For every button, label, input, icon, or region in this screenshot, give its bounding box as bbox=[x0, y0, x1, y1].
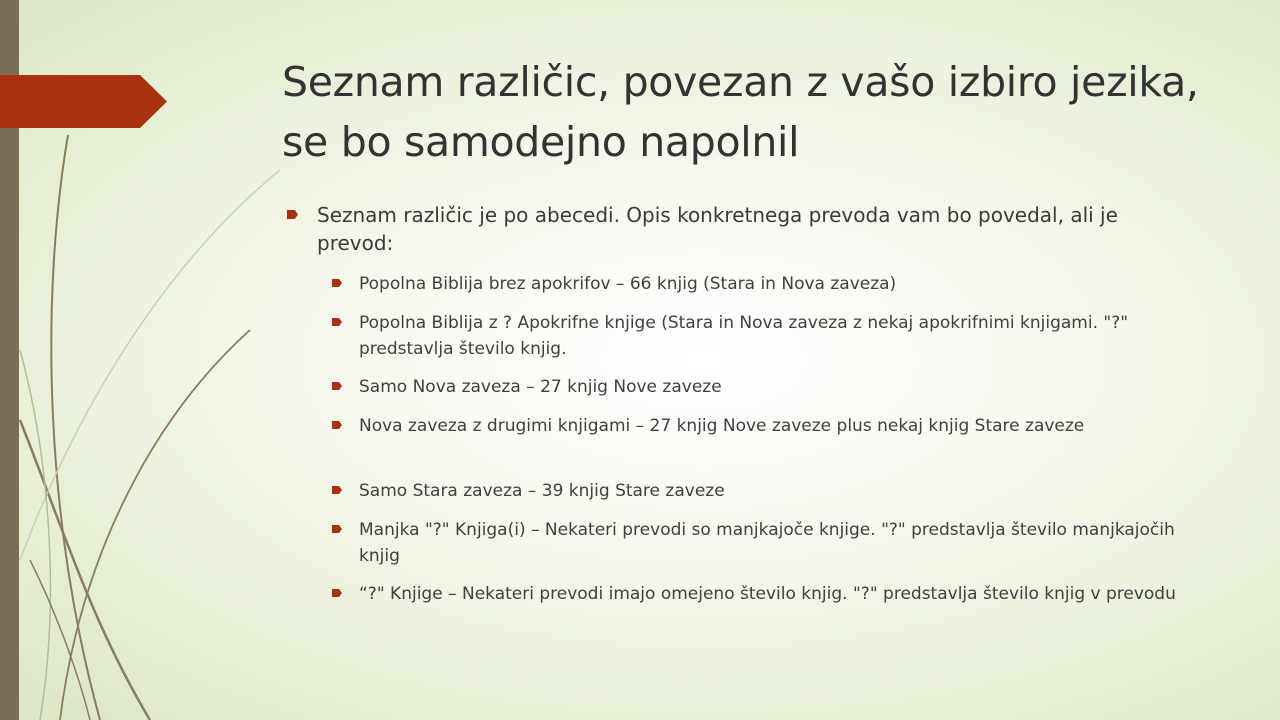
list-item-text: Samo Nova zaveza – 27 knjig Nove zaveze bbox=[359, 377, 722, 397]
list-item-text: “?" Knjige – Nekateri prevodi imajo omejeno število knjig. "?" predstavlja število knjig v prevodu bbox=[359, 584, 1176, 604]
list-item-text: Manjka "?" Knjiga(i) – Nekateri prevodi so manjkajoče knjige. "?" predstavlja število manjkajočih knjig bbox=[359, 520, 1175, 566]
bullet-arrow-icon bbox=[332, 525, 342, 533]
intro-text: Seznam različic je po abecedi. Opis konkretnega prevoda vam bo povedal, ali je prevod: bbox=[317, 203, 1118, 255]
bullet-arrow-icon bbox=[332, 318, 342, 326]
list-item bbox=[359, 374, 1179, 400]
list-item-text: Samo Stara zaveza – 39 knjig Stare zaveze bbox=[359, 481, 725, 501]
bullet-arrow-icon bbox=[332, 421, 342, 429]
list-item bbox=[359, 581, 1179, 607]
list-item-text: Popolna Biblija z ? Apokrifne knjige (Stara in Nova zaveza z nekaj apokrifnimi knjigami. "?" predstavlja število knjig. bbox=[359, 313, 1129, 359]
bullet-arrow-icon bbox=[332, 382, 342, 390]
title-arrow-decoration bbox=[0, 75, 167, 128]
bullet-arrow-icon bbox=[332, 279, 342, 287]
list-item bbox=[359, 413, 1179, 439]
list-item bbox=[359, 478, 1179, 504]
intro-bullet bbox=[317, 201, 1137, 257]
list-item-text: Nova zaveza z drugimi knjigami – 27 knjig Nove zaveze plus nekaj knjig Stare zaveze bbox=[359, 416, 1085, 436]
list-item-text: Popolna Biblija brez apokrifov – 66 knjig (Stara in Nova zaveza) bbox=[359, 274, 897, 294]
list-item bbox=[359, 271, 1179, 297]
list-item bbox=[359, 517, 1179, 569]
list-item bbox=[359, 310, 1179, 362]
bullet-arrow-icon bbox=[332, 486, 342, 494]
slide-title: Seznam različic, povezan z vašo izbiro jezika, se bo samodejno napolnil bbox=[282, 58, 1199, 166]
bullet-arrow-icon bbox=[332, 589, 342, 597]
